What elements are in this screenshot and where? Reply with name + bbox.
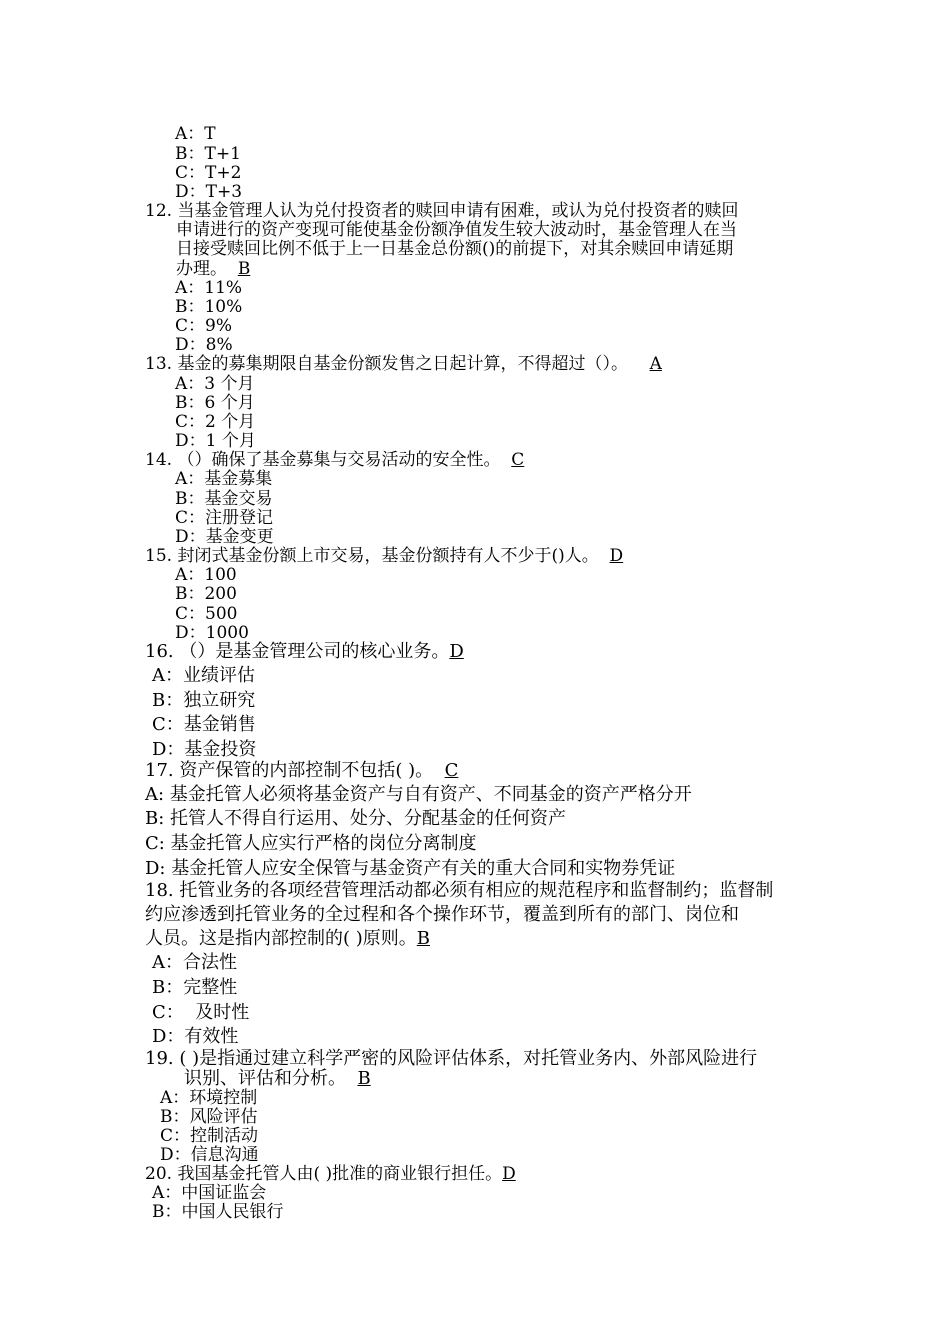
q12-question-line4 <box>176 259 266 279</box>
q13-question <box>145 354 678 374</box>
q15-question-text: 15. 封闭式基金份额上市交易，基金份额持有人不少于()人。 <box>145 546 599 566</box>
q12-option-d: D：8% <box>175 335 233 355</box>
q16-question-text: 16. （）是基金管理公司的核心业务。 <box>145 641 450 662</box>
q17-option-b: B: 托管人不得自行运用、处分、分配基金的任何资产 <box>145 808 567 829</box>
q20-question <box>145 1164 530 1184</box>
q12-option-a: A：11% <box>175 278 243 298</box>
q15-option-b: B：200 <box>175 584 237 604</box>
q14-answer: C <box>511 450 525 470</box>
q19-option-a: A：环境控制 <box>160 1088 258 1108</box>
q18-option-c: C： 及时性 <box>152 1002 250 1023</box>
q18-option-a: A：合法性 <box>152 952 237 973</box>
q19-option-b: B：风险评估 <box>160 1107 258 1127</box>
q17-answer: C <box>444 760 459 781</box>
q19-answer: B <box>357 1068 371 1089</box>
q11-option-a: A：T <box>175 124 216 144</box>
q19-question-text: 识别、评估和分析。 <box>184 1068 346 1089</box>
q12-answer: B <box>237 259 251 279</box>
q14-question-text: 14. （）确保了基金募集与交易活动的安全性。 <box>145 450 501 470</box>
q15-option-c: C：500 <box>175 604 238 624</box>
q13-question-text: 13. 基金的募集期限自基金份额发售之日起计算，不得超过（）。 <box>145 354 628 374</box>
q19-option-c: C：控制活动 <box>160 1126 259 1146</box>
q20-question-text: 20. 我国基金托管人由( )批准的商业银行担任。 <box>145 1164 503 1184</box>
q14-option-b: B：基金交易 <box>175 489 273 509</box>
q20-answer: D <box>502 1164 516 1184</box>
q15-option-a: A：100 <box>175 565 237 585</box>
q12-option-b: B：10% <box>175 297 243 317</box>
q18-question-line3 <box>145 927 445 951</box>
q17-question-text: 17. 资产保管的内部控制不包括( )。 <box>145 760 434 781</box>
q13-option-c: C：2 个月 <box>175 412 256 432</box>
q18-question-text: 人员。这是指内部控制的( )原则。 <box>145 928 417 949</box>
q17-option-c: C: 基金托管人应实行严格的岗位分离制度 <box>145 833 477 854</box>
q12-question-line1: 12. 当基金管理人认为兑付投资者的赎回申请有困难，或认为兑付投资者的赎回 <box>145 201 739 221</box>
q16-question <box>145 640 477 664</box>
q17-option-a: A: 基金托管人必须将基金资产与自有资产、不同基金的资产严格分开 <box>145 784 692 805</box>
q14-option-c: C：注册登记 <box>175 508 274 528</box>
q12-question-text: 办理。 <box>176 259 227 279</box>
q18-question-line1: 18. 托管业务的各项经营管理活动都必须有相应的规范程序和监督制约；监督制 <box>145 880 774 901</box>
q11-option-b: B：T+1 <box>175 144 241 164</box>
q20-option-a: A：中国证监会 <box>152 1183 267 1203</box>
q19-option-d: D：信息沟通 <box>160 1145 259 1165</box>
q16-answer: D <box>449 641 464 662</box>
q12-option-c: C：9% <box>175 316 232 336</box>
q18-question-line2: 约应渗透到托管业务的全过程和各个操作环节，覆盖到所有的部门、岗位和 <box>145 904 739 925</box>
q18-option-b: B：完整性 <box>152 977 238 998</box>
q16-option-d: D：基金投资 <box>152 739 257 760</box>
q14-option-a: A：基金募集 <box>175 469 273 489</box>
q17-question <box>145 759 473 783</box>
q12-question-line2: 申请进行的资产变现可能使基金份额净值发生较大波动时，基金管理人在当 <box>176 220 737 240</box>
q13-option-d: D：1 个月 <box>175 431 256 451</box>
q20-option-b: B：中国人民银行 <box>152 1202 284 1222</box>
q11-option-d: D：T+3 <box>175 182 243 202</box>
q18-option-d: D：有效性 <box>152 1026 239 1047</box>
q16-option-b: B：独立研究 <box>152 690 256 711</box>
q16-option-c: C：基金销售 <box>152 714 256 735</box>
q15-option-d: D：1000 <box>175 623 249 643</box>
q13-option-b: B：6 个月 <box>175 393 255 413</box>
q19-question-line1: 19. ( )是指通过建立科学严密的风险评估体系，对托管业务内、外部风险进行 <box>145 1048 758 1069</box>
q14-question <box>145 450 539 470</box>
q16-option-a: A：业绩评估 <box>152 665 255 686</box>
q14-option-d: D：基金变更 <box>175 527 274 547</box>
q18-answer: B <box>416 928 430 949</box>
q13-answer: A <box>649 354 662 374</box>
q17-option-d: D: 基金托管人应安全保管与基金资产有关的重大合同和实物券凭证 <box>145 858 676 879</box>
q12-question-line3: 日接受赎回比例不低于上一日基金总份额()的前提下，对其余赎回申请延期 <box>176 239 734 259</box>
q15-question <box>145 546 638 566</box>
q11-option-c: C：T+2 <box>175 163 242 183</box>
q15-answer: D <box>609 546 624 566</box>
q13-option-a: A：3 个月 <box>175 374 255 394</box>
